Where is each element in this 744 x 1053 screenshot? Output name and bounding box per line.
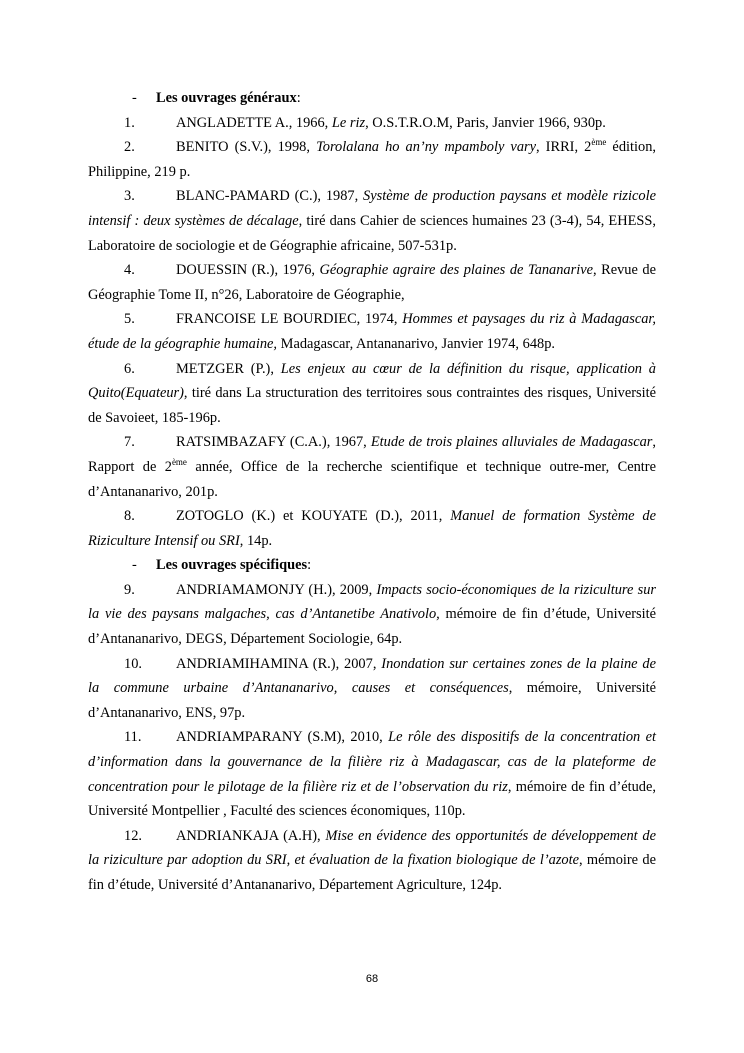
reference-entry-9: 9. ANDRIAMAMONJY (H.), 2009, Impacts socio-économiques de la riziculture sur la vie des paysans malgaches, cas d’Antanetibe Anativolo, mémoire de fin d’étude, Université d’Antananarivo, DEGS, Département Sociologie, 64p. (88, 578, 656, 652)
reference-entry-6: 6. METZGER (P.), Les enjeux au cœur de la définition du risque, application à Quito(Equateur), tiré dans La structuration des territoires sous contraintes des risques, Université de Savoieet, 185-196p. (88, 357, 656, 431)
entry-number: 10. (124, 655, 142, 672)
entry-number: 5. (124, 311, 135, 328)
entry-number: 4. (124, 262, 135, 279)
reference-entry-5: 5. FRANCOISE LE BOURDIEC, 1974, Hommes et paysages du riz à Madagascar, étude de la géographie humaine, Madagascar, Antananarivo, Janvier 1974, 648p. (88, 307, 656, 356)
heading-label: Les ouvrages généraux (156, 90, 297, 106)
reference-entry-4: 4. DOUESSIN (R.), 1976, Géographie agraire des plaines de Tananarive, Revue de Géographie Tome II, n°26, Laboratoire de Géographie, (88, 258, 656, 307)
section-heading-specific (132, 553, 656, 578)
heading-label: Les ouvrages spécifiques (156, 557, 308, 574)
heading-dash: - (132, 557, 137, 574)
reference-entry-10: 10. ANDRIAMIHAMINA (R.), 2007, Inondation sur certaines zones de la plaine de la commune urbaine d’Antananarivo, causes et conséquences, mémoire, Université d’Antananarivo, ENS, 97p. (88, 652, 656, 726)
entry-number: 11. (124, 729, 142, 746)
page-number: 68 (365, 973, 379, 985)
reference-entry-8: 8. ZOTOGLO (K.) et KOUYATE (D.), 2011, Manuel de formation Système de Riziculture Intensif ou SRI, 14p. (88, 504, 656, 553)
entry-number: 2. (124, 139, 135, 156)
heading-colon: : (296, 90, 301, 106)
reference-entry-2: 2. BENITO (S.V.), 1998, Torolalana ho an’ny mpamboly vary, IRRI, 2ème édition, Philippine, 219 p. (88, 137, 656, 180)
reference-entry-3: 3. BLANC-PAMARD (C.), 1987, Système de production paysans et modèle rizicole intensif : deux systèmes de décalage, tiré dans Cahier de sciences humaines 23 (3-4), 54, EHESS, Laboratoire de sociologie et de Géographie africaine, 507-531p. (88, 184, 656, 258)
bibliography (88, 86, 656, 898)
reference-entry-7: 7. RATSIMBAZAFY (C.A.), 1967, Etude de trois plaines alluviales de Madagascar, Rapport de 2ème année, Office de la recherche scientifique et technique outre-mer, Centre d’Antananarivo, 201p. (88, 430, 656, 504)
entry-number: 9. (124, 581, 135, 598)
entry-number: 7. (124, 434, 135, 451)
section-heading-general (132, 86, 656, 111)
entry-number: 12. (124, 827, 142, 844)
reference-entry-12: 12. ANDRIANKAJA (A.H), Mise en évidence des opportunités de développement de la riziculture par adoption du SRI, et évaluation de la fixation biologique de l’azote, mémoire de fin d’étude, Université d’Antananarivo, Département Agriculture, 124p. (88, 824, 656, 898)
entry-number: 8. (124, 508, 135, 525)
entry-number: 6. (124, 360, 135, 377)
heading-dash: - (132, 90, 137, 106)
entry-number: 3. (124, 188, 135, 205)
heading-colon: : (307, 557, 312, 574)
reference-entry-11: 11. ANDRIAMPARANY (S.M), 2010, Le rôle des dispositifs de la concentration et d’information dans la gouvernance de la filière riz à Madagascar, cas de la plateforme de concentration pour le pilotage de la filière riz et de l’observation du riz, mémoire de fin d’étude, Université Montpellier , Faculté des sciences économiques, 110p. (88, 725, 656, 823)
reference-entry-1: 1. ANGLADETTE A., 1966, Le riz, O.S.T.R.O.M, Paris, Janvier 1966, 930p. (88, 111, 656, 136)
entry-number: 1. (124, 114, 135, 131)
